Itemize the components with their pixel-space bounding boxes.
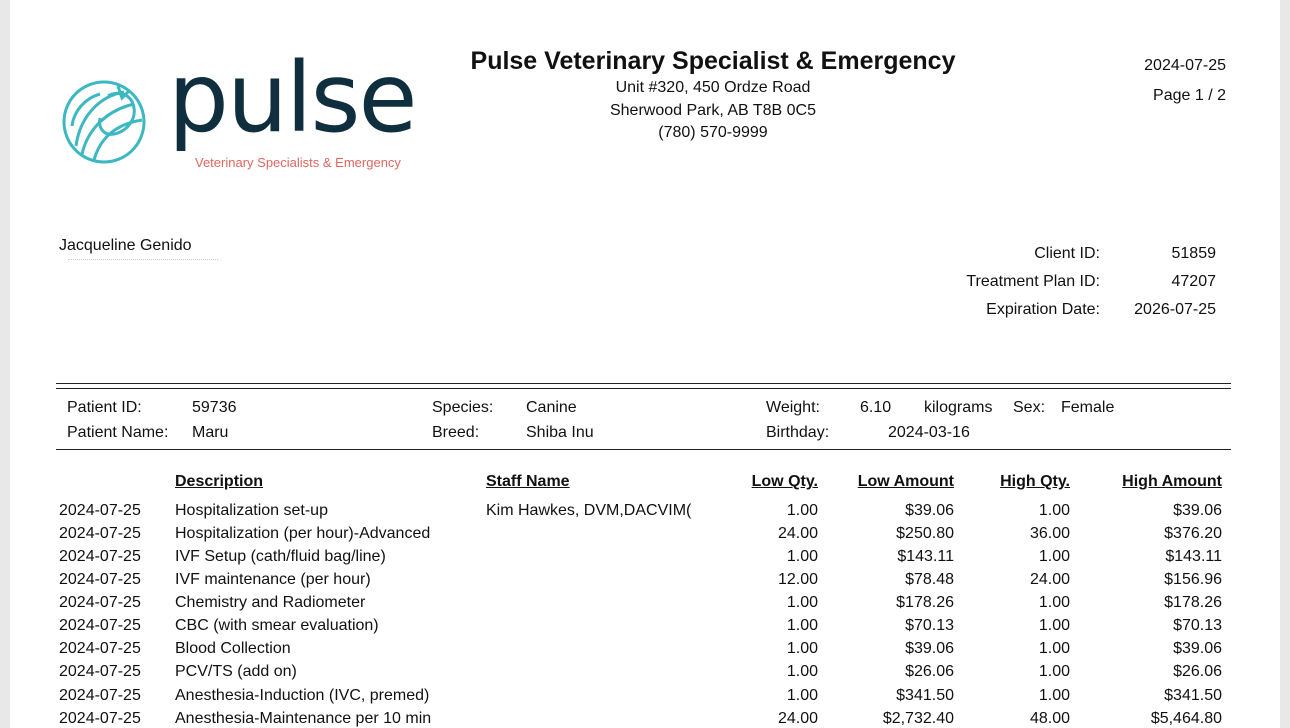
row-description: Anesthesia-Induction (IVC, premed)	[175, 687, 430, 704]
treatment-plan-id-value: 47207	[1171, 273, 1216, 290]
row-low-qty: 1.00	[786, 548, 818, 565]
row-low-amount: $70.13	[905, 617, 954, 634]
row-low-amount: $39.06	[905, 640, 954, 657]
pet-circle-icon	[60, 76, 156, 172]
row-high-qty: 1.00	[1038, 548, 1070, 565]
row-low-qty: 24.00	[777, 710, 818, 727]
row-high-qty: 48.00	[1029, 710, 1070, 727]
table-row	[10, 663, 1280, 685]
divider-top-1	[56, 383, 1231, 384]
row-date: 2024-07-25	[59, 687, 141, 704]
row-low-amount: $250.80	[896, 525, 954, 542]
row-high-amount: $5,464.80	[1150, 710, 1222, 727]
logo-tagline: Veterinary Specialists & Emergency	[195, 155, 401, 170]
row-low-amount: $143.11	[897, 548, 954, 565]
table-row	[10, 525, 1280, 547]
logo-wordmark: pulse	[168, 42, 416, 154]
clinic-address-line2: Sherwood Park, AB T8B 0C5	[609, 102, 817, 119]
weight-unit: kilograms	[924, 399, 993, 416]
expiration-date-label: Expiration Date:	[986, 301, 1100, 318]
row-low-qty: 1.00	[786, 617, 818, 634]
row-date: 2024-07-25	[59, 548, 141, 565]
row-description: Chemistry and Radiometer	[175, 594, 366, 611]
clinic-phone: (780) 570-9999	[658, 124, 768, 141]
birthday-label: Birthday:	[766, 424, 830, 441]
row-high-qty: 1.00	[1038, 617, 1070, 634]
row-high-qty: 1.00	[1038, 663, 1070, 680]
row-date: 2024-07-25	[59, 502, 141, 519]
row-high-amount: $156.96	[1164, 571, 1222, 588]
document-page	[10, 0, 1280, 728]
row-description: Blood Collection	[175, 640, 291, 657]
patient-name-value: Maru	[192, 424, 229, 441]
row-low-qty: 1.00	[786, 640, 818, 657]
row-staff: Kim Hawkes, DVM,DACVIM(	[486, 502, 692, 519]
species-label: Species:	[432, 399, 494, 416]
row-description: PCV/TS (add on)	[175, 663, 297, 680]
patient-id-label: Patient ID:	[67, 399, 142, 416]
row-low-amount: $39.06	[905, 502, 954, 519]
divider-top-2	[56, 388, 1231, 389]
row-high-amount: $39.06	[1173, 640, 1222, 657]
table-row	[10, 548, 1280, 570]
patient-id-value: 59736	[192, 399, 237, 416]
table-row	[10, 687, 1280, 709]
table-row	[10, 571, 1280, 593]
row-low-qty: 1.00	[786, 502, 818, 519]
row-high-amount: $178.26	[1164, 594, 1222, 611]
table-row	[10, 640, 1280, 662]
treatment-plan-id-label: Treatment Plan ID:	[966, 273, 1100, 290]
row-description: Anesthesia-Maintenance per 10 min	[175, 710, 432, 727]
divider-bottom	[56, 449, 1231, 450]
row-high-qty: 24.00	[1029, 571, 1070, 588]
row-high-qty: 1.00	[1038, 502, 1070, 519]
row-date: 2024-07-25	[59, 617, 141, 634]
birthday-value: 2024-03-16	[888, 424, 970, 441]
row-low-amount: $341.50	[896, 687, 954, 704]
document-date: 2024-07-25	[1144, 57, 1226, 74]
row-date: 2024-07-25	[59, 571, 141, 588]
breed-value: Shiba Inu	[526, 424, 594, 441]
client-id-label: Client ID:	[1034, 245, 1100, 262]
row-high-amount: $70.13	[1173, 617, 1222, 634]
row-low-qty: 1.00	[786, 594, 818, 611]
table-row	[10, 594, 1280, 616]
header-description: Description	[175, 473, 264, 490]
row-high-qty: 1.00	[1038, 594, 1070, 611]
client-id-value: 51859	[1171, 245, 1216, 262]
row-description: CBC (with smear evaluation)	[175, 617, 379, 634]
weight-label: Weight:	[766, 399, 820, 416]
row-high-amount: $143.11	[1165, 548, 1222, 565]
row-low-qty: 1.00	[786, 663, 818, 680]
row-description: IVF Setup (cath/fluid bag/line)	[175, 548, 386, 565]
header-staff-name: Staff Name	[486, 473, 570, 490]
table-row	[10, 710, 1280, 728]
row-date: 2024-07-25	[59, 525, 141, 542]
row-low-amount: $78.48	[905, 571, 954, 588]
clinic-logo	[60, 42, 450, 177]
row-high-amount: $341.50	[1164, 687, 1222, 704]
row-description: Hospitalization (per hour)-Advanced	[175, 525, 431, 542]
row-low-amount: $178.26	[896, 594, 954, 611]
row-high-qty: 36.00	[1029, 525, 1070, 542]
row-high-qty: 1.00	[1038, 640, 1070, 657]
table-row	[10, 617, 1280, 639]
header-low-amount: Low Amount	[857, 473, 954, 490]
clinic-address-line1: Unit #320, 450 Ordze Road	[615, 79, 811, 96]
species-value: Canine	[526, 399, 577, 416]
breed-label: Breed:	[432, 424, 480, 441]
page-number: Page 1 / 2	[1153, 87, 1226, 104]
expiration-date-value: 2026-07-25	[1134, 301, 1216, 318]
row-date: 2024-07-25	[59, 710, 141, 727]
sex-value: Female	[1061, 399, 1115, 416]
row-date: 2024-07-25	[59, 594, 141, 611]
client-address-faint	[68, 259, 218, 263]
row-date: 2024-07-25	[59, 640, 141, 657]
row-description: Hospitalization set-up	[175, 502, 328, 519]
row-low-amount: $2,732.40	[882, 710, 954, 727]
sex-label: Sex:	[1013, 399, 1046, 416]
row-low-amount: $26.06	[905, 663, 954, 680]
row-high-qty: 1.00	[1038, 687, 1070, 704]
row-low-qty: 24.00	[777, 525, 818, 542]
header-low-qty: Low Qty.	[751, 473, 818, 490]
patient-name-label: Patient Name:	[67, 424, 169, 441]
row-description: IVF maintenance (per hour)	[175, 571, 371, 588]
header-high-amount: High Amount	[1122, 473, 1222, 490]
row-high-amount: $376.20	[1164, 525, 1222, 542]
row-low-qty: 1.00	[786, 687, 818, 704]
clinic-name: Pulse Veterinary Specialist & Emergency	[470, 47, 956, 75]
row-high-amount: $39.06	[1173, 502, 1222, 519]
header-high-qty: High Qty.	[1000, 473, 1070, 490]
row-high-amount: $26.06	[1173, 663, 1222, 680]
row-low-qty: 12.00	[777, 571, 818, 588]
client-name: Jacqueline Genido	[59, 237, 192, 254]
table-row	[10, 502, 1280, 524]
row-date: 2024-07-25	[59, 663, 141, 680]
weight-value: 6.10	[860, 399, 892, 416]
